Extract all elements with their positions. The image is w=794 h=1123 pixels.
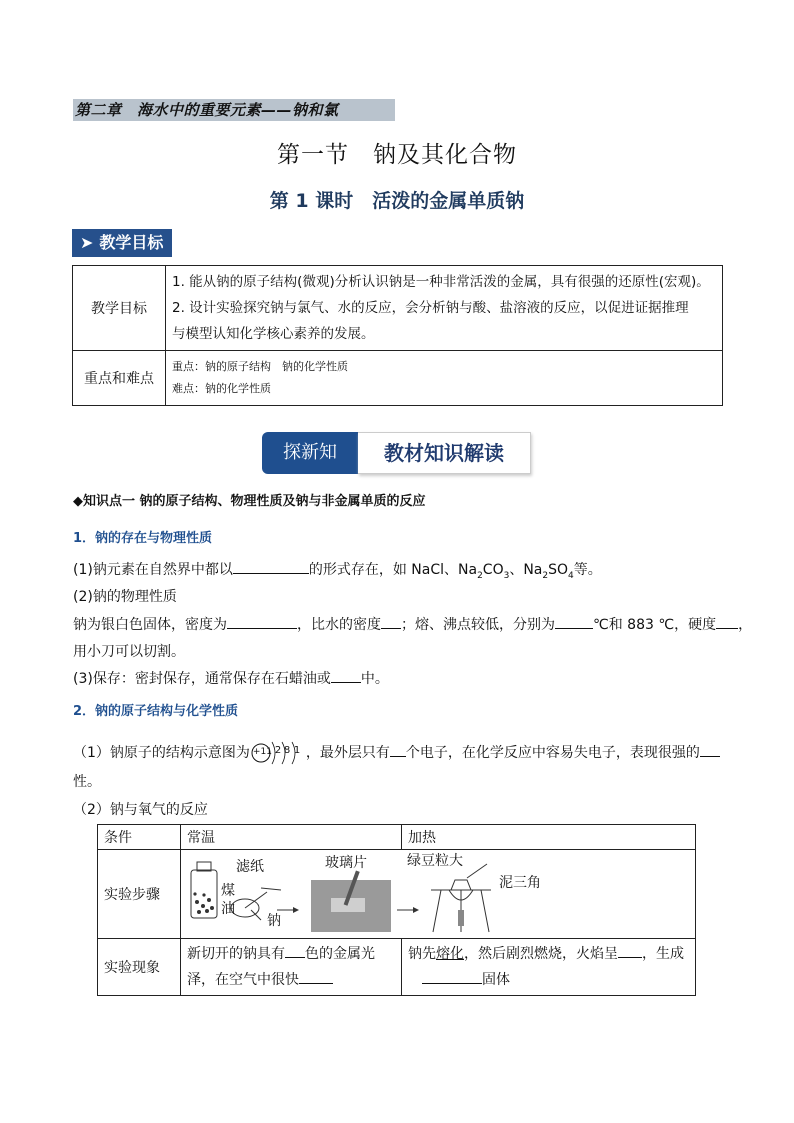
label-filter: 滤纸 <box>236 859 264 875</box>
blank <box>555 614 593 629</box>
label-oil: 煤 <box>221 883 235 899</box>
blank <box>422 969 482 984</box>
text: 固体 <box>482 972 510 988</box>
goal-line: 2. 设计实验探究钠与氯气、水的反应，会分析钠与酸、盐溶液的反应，以促进证据推理 <box>172 300 689 316</box>
blank <box>618 943 642 958</box>
subscript: 2 <box>542 570 549 581</box>
shell-label: 2 <box>274 745 282 756</box>
banner-left: 探新知 <box>262 432 358 474</box>
table-row <box>98 850 696 939</box>
blank <box>381 614 401 629</box>
blank <box>233 559 309 574</box>
lesson-title: 第 1 课时 活泼的金属单质钠 <box>269 190 525 212</box>
table-header: 条件 <box>98 825 181 850</box>
table-header: 加热 <box>402 825 696 850</box>
keypoints-content <box>166 351 723 406</box>
shell-label: 1 <box>293 745 301 756</box>
paragraph <box>73 614 752 634</box>
text: ，生成 <box>642 946 684 962</box>
text: 中。 <box>360 671 389 687</box>
observation-cell <box>181 939 402 996</box>
text: 熔化 <box>436 946 464 962</box>
goal-line: 1. 能从钠的原子结构(微观)分析认识钠是一种非常活泼的金属，具有很强的还原性(宏观)。 <box>172 274 710 290</box>
experiment-illustration <box>181 850 696 939</box>
paragraph: (2)钠的物理性质 <box>73 589 177 605</box>
text: 新切开的钠具有 <box>187 946 285 962</box>
label-glass: 玻璃片 <box>325 855 367 871</box>
text: 钠先 <box>408 946 436 962</box>
blank <box>285 943 305 958</box>
paragraph <box>73 668 389 688</box>
goal-header <box>72 229 172 257</box>
banner-right: 教材知识解读 <box>358 432 531 474</box>
blank <box>331 668 361 683</box>
table-row <box>73 266 723 351</box>
section-title: 第一节 钠及其化合物 <box>277 142 517 168</box>
text: 等。 <box>573 562 602 578</box>
text: 、Na <box>509 562 543 578</box>
blank <box>299 969 333 984</box>
goal-header-label: 教学目标 <box>99 233 164 252</box>
text: 色的金属光 <box>305 946 375 962</box>
keypoint-line: 重点：钠的原子结构 钠的化学性质 <box>172 360 348 373</box>
text: ，最外层只有 <box>305 745 390 761</box>
arrow-icon: ➤ <box>80 233 94 252</box>
blank <box>227 614 297 629</box>
blank <box>716 614 738 629</box>
reaction-table <box>97 824 696 996</box>
observation-cell <box>402 939 696 996</box>
goal-line: 与模型认知化学核心素养的发展。 <box>172 326 375 342</box>
text: ℃和 883 ℃，硬度 <box>593 617 717 633</box>
chapter-heading: 第二章 海水中的重要元素——钠和氯 <box>73 99 395 121</box>
keypoints-label: 重点和难点 <box>73 351 166 406</box>
text: ；熔、沸点较低，分别为 <box>401 617 555 633</box>
paragraph: 用小刀可以切割。 <box>73 644 185 660</box>
label-triangle: 泥三角 <box>499 875 541 891</box>
text: (1)钠元素在自然界中都以 <box>73 562 233 578</box>
nucleus-label: +11 <box>252 747 272 757</box>
blank <box>700 742 720 757</box>
text: 个电子，在化学反应中容易失电子，表现很强的 <box>405 745 700 761</box>
goals-table <box>72 265 723 406</box>
subscript: 3 <box>503 570 510 581</box>
table-row <box>98 939 696 996</box>
goals-label: 教学目标 <box>73 266 166 351</box>
text: 钠为银白色固体，密度为 <box>73 617 227 633</box>
atom-diagram <box>250 738 304 768</box>
text: ，比水的密度 <box>297 617 381 633</box>
label-oil: 油 <box>221 901 235 917</box>
text: 泽，在空气中很快 <box>187 972 299 988</box>
keypoint-line: 难点：钠的化学性质 <box>172 382 271 395</box>
label-sodium: 钠 <box>267 913 281 929</box>
text: ， <box>738 617 753 633</box>
illustration-canvas <box>181 850 695 938</box>
text: (3)保存：密封保存，通常保存在石蜡油或 <box>73 671 331 687</box>
table-row <box>73 351 723 406</box>
text: SO <box>548 562 569 578</box>
row-label: 实验现象 <box>98 939 181 996</box>
blank <box>390 742 406 757</box>
paragraph: （2）钠与氧气的反应 <box>73 802 208 818</box>
paragraph <box>73 738 720 768</box>
text: （1）钠原子的结构示意图为 <box>73 745 250 761</box>
shell-label: 8 <box>283 745 291 756</box>
subsection-heading: 1．钠的存在与物理性质 <box>73 531 213 546</box>
goals-content <box>166 266 723 351</box>
table-row <box>98 825 696 850</box>
paragraph: 性。 <box>73 774 101 790</box>
text: CO <box>482 562 504 578</box>
text: 的形式存在，如 NaCl、Na <box>308 562 478 578</box>
row-label: 实验步骤 <box>98 850 181 939</box>
subscript: 4 <box>568 570 574 581</box>
knowledge-point-title: ◆知识点一 钠的原子结构、物理性质及钠与非金属单质的反应 <box>73 494 426 509</box>
subscript: 2 <box>477 570 483 581</box>
text: ，然后剧烈燃烧，火焰呈 <box>464 946 618 962</box>
section-banner <box>262 432 532 474</box>
label-bean: 绿豆粒大 <box>407 853 463 869</box>
paragraph <box>73 559 602 581</box>
table-header: 常温 <box>181 825 402 850</box>
subsection-heading: 2．钠的原子结构与化学性质 <box>73 704 239 719</box>
